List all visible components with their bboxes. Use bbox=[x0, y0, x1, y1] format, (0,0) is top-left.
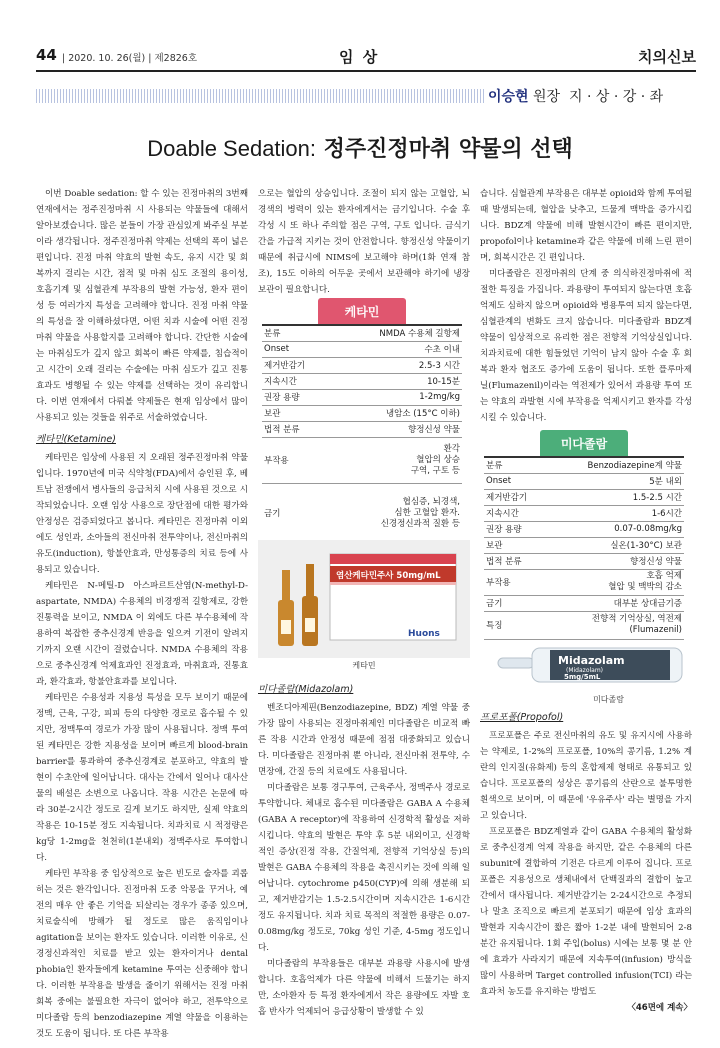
ampoule-sub: (Midazolam) bbox=[566, 667, 604, 674]
author-role: 원장 bbox=[533, 89, 561, 105]
paragraph: 벤조디아제핀(Benzodiazepine, BDZ) 계열 약물 중 가장 많이 사용되는 진정마취제인 미다졸람은 비교적 빠른 작용 시간과 안정성 때문에 점점 대중화되고 있습니다. 미다졸람은 진정마취 뿐 아니라, 전신마취 전투약, 수면장애, 간질 등의 치료에도 사용됩니다. bbox=[258, 703, 470, 777]
table-value: 호흡 억제 혈압 및 맥박의 감소 bbox=[564, 569, 684, 595]
table-key: 법적 분류 bbox=[262, 421, 342, 437]
ketamine-product-illustration bbox=[258, 540, 470, 658]
table-key: 제거반감기 bbox=[262, 357, 342, 373]
column-2-bottom bbox=[258, 682, 470, 1032]
author-name: 이승현 bbox=[488, 89, 529, 105]
table-value: 향정신성 약물 bbox=[564, 553, 684, 569]
table-key: 보관 bbox=[484, 537, 564, 553]
table-key: 금기 bbox=[262, 483, 342, 543]
paragraph: 미다졸람은 진정마취의 단계 중 의식하진정마취에 적절한 특징을 가집니다. 과용량이 투여되지 않는다면 호흡억제도 심하지 않으며 opioid와 병용투여 되지 않는다면, 심혈관계의 변화도 크지 않습니다. 미다졸람과 BDZ계 약물이 임상적으로 유리한 점은 전향적 기억상실입니다. 치과치료에 대한 힘들었던 기억이 남지 않아 수술 후 회복과 환자 협조도 증가에 도움이 됩니다. 또한 플루마제닐(Flumazenil)이라는 역전제가 있어서 과용량 투여 또는 약효의 과발현 시에 부작용을 억제시키고 환자를 각성시킬 수 있습니다. bbox=[480, 269, 693, 423]
table-key: 제거반감기 bbox=[484, 489, 564, 505]
table-value: 2.5-3 시간 bbox=[342, 357, 462, 373]
ketamine-table-title: 케타민 bbox=[318, 298, 406, 324]
column-3-top bbox=[480, 186, 692, 426]
midazolam-photo bbox=[484, 640, 684, 690]
table-key: 권장 용량 bbox=[262, 389, 342, 405]
paragraph: 습니다. 심혈관계 부작용은 대부분 opioid와 함께 투여될 때 발생되는데, 혈압을 낮추고, 드물게 맥박을 증가시킵니다. BDZ계 약물에 비해 발현시간이 빠른 편이지만, propofol이나 ketamine과 같은 약물에 비해 느린 편이며, 회복시간은 긴 편입니다. bbox=[480, 189, 693, 263]
table-value: 냉암소 (15°C 이하) bbox=[342, 405, 462, 421]
column-tag bbox=[488, 86, 663, 106]
intro-paragraph: 이번 Doable sedation: 할 수 있는 진정마취의 3번째 연재에서는 정주진정마취 시 사용되는 약물들에 대해서 알아보겠습니다. 많은 분들이 가장 관심있게 봐주실 부분이라 생각됩니다. 정주진정마취 약제는 선택의 폭이 넓은 편입니다. 진정 마취 약효의 발현 속도, 유지 시간 및 회복까지 걸리는 시간, 점적 및 마취 심도 조절의 용이성, 호흡기계 및 심혈관계 부작용의 발현 가능성, 환자 편이성 등 여러가지 특성을 고려해야 합니다. 진정 마취 약물의 특성을 잘 이해하셨다면, 어떤 치과 시술에 어떤 진정마취 약물을 사용할지를 고려해야 합니다. 간단한 시술에는 마취심도가 깊지 않고 회복이 빠른 약제를, 침습적이고 시간이 오래 걸리는 수술에는 마취 심도가 깊고 진통효과도 병행될 수 있는 약제를 선택하는 것이 유리합니다. 이번 연재에서 다뤄볼 약제들은 현재 임상에서 많이 사용되고 있는 것들을 위주로 서술하였습니다. bbox=[36, 189, 248, 423]
table-value: 1-6시간 bbox=[564, 505, 684, 521]
table-value: 5분 내외 bbox=[564, 473, 684, 489]
box-maker: Huons bbox=[408, 629, 440, 639]
table-key: 법적 분류 bbox=[484, 553, 564, 569]
page-number: 44 bbox=[36, 46, 57, 64]
title-en: Doable Sedation: bbox=[147, 136, 317, 161]
table-key: 분류 bbox=[484, 457, 564, 473]
paragraph: 케타민은 N-메틸-D 아스파르트산염(N-methyl-D-aspartate, NMDA) 수용체의 비경쟁적 길항제로, 강한 진통력을 보이고, NMDA 이 외에도 다른 부수용체에 작용하여 복잡한 중추신경계 반응을 일으켜 기전이 알려지기까지 오랜 시간이 걸렸습니다. NMDA 수용체의 작용으로 중추신경계 억제효과인 진정효과, 마취효과, 진통효과, 환각효과, 항불안효과를 보입니다. bbox=[36, 581, 248, 687]
table-value: 환각 혈압의 상승 구역, 구토 등 bbox=[342, 437, 462, 483]
table-key: 부작용 bbox=[262, 437, 342, 483]
series-name: 지 · 상 · 강 · 좌 bbox=[569, 89, 664, 105]
decorative-stripe bbox=[36, 89, 486, 103]
table-key: 권장 용량 bbox=[484, 521, 564, 537]
table-key: Onset bbox=[262, 341, 342, 357]
ketamine-photo-caption: 케타민 bbox=[352, 661, 376, 670]
column-2-top bbox=[258, 186, 470, 295]
table-key: 지속시간 bbox=[262, 373, 342, 389]
table-key: 분류 bbox=[262, 325, 342, 341]
paragraph: 프로포폴은 주로 전신마취의 유도 및 유지시에 사용하는 약제로, 1-2%의 프로포폴, 10%의 콩기름, 1.2% 계란의 인지질(유화제) 등의 혼합제제 형태로 유통되고 있습니다. 프로포폴의 성상은 콩기름의 산란으로 불투명한 흰색으로 보이며, 이 때문에 '우유주사' 라는 별명을 가지고 있습니다. bbox=[480, 731, 692, 821]
table-key: 지속시간 bbox=[484, 505, 564, 521]
paragraph: 케타민은 임상에 사용된 지 오래된 정주진정마취 약물입니다. 1970년에 미국 식약청(FDA)에서 승인된 후, 베트남 전쟁에서 병사들의 응급처치 시에 사용된 것으로 시작되었습니다. 오랜 임상 사용으로 장단점에 대한 평가와 안정성은 검증되었다고 봅니다. 케타민은 진정마취 이외에도 성인과, 소아들의 전신마취 전투약이나, 전신마취의 유도(induction), 항불안효과, 만성통증의 치료 등에 사용되고 있습니다. bbox=[36, 453, 248, 575]
table-value: 1-2mg/kg bbox=[342, 389, 462, 405]
page-header bbox=[36, 46, 696, 68]
table-key: 특징 bbox=[484, 611, 564, 639]
table-value: 0.07-0.08mg/kg bbox=[564, 521, 684, 537]
article-title bbox=[0, 132, 720, 163]
table-value: NMDA 수용체 길항제 bbox=[342, 325, 462, 341]
table-value: 실온(1-30°C) 보관 bbox=[564, 537, 684, 553]
propofol-heading: 프로포폴(Propofol) bbox=[480, 712, 564, 723]
table-key: 금기 bbox=[484, 595, 564, 611]
paragraph: 프로포폴은 BDZ계열과 같이 GABA 수용체의 활성화로 중추신경계 억제 작용을 하지만, 같은 수용체의 다른 subunit에 결합하여 기전은 다르게 이루어 집니다. 프로포폴은 지용성으로 생체내에서 단백질과의 결합이 높고 간에서 대사됩니다. 제거반감기는 2-24시간으로 추정되나 말초 조직으로 빠르게 분포되기 때문에 임상 효과의 발현과 지속시간이 짧은 짧아 1-2분 내에 발현되어 2-8분간 유지됩니다. 1회 주입(bolus) 시에는 보통 몇 분 안에 효과가 사라지기 때문에 지속투여(infusion) 방식을 많이 사용하며 Target controlled infusion(TCI) 라는 효과처 농도를 유지하는 방법도 bbox=[480, 827, 692, 997]
ampoule-dose: 5mg/5mL bbox=[564, 673, 601, 681]
ketamine-heading: 케타민(Ketamine) bbox=[36, 434, 116, 445]
table-key: 부작용 bbox=[484, 569, 564, 595]
table-key: Onset bbox=[484, 473, 564, 489]
table-value: 10-15분 bbox=[342, 373, 462, 389]
table-value: 대부분 상대금기증 bbox=[564, 595, 684, 611]
table-value: 협심증, 뇌경색, 심한 고혈압 환자. 신경정신과적 질환 등 bbox=[342, 483, 462, 543]
paragraph: 미다졸람의 부작용들은 대부분 과용량 사용시에 발생합니다. 호흡억제가 다른 약물에 비해서 드물기는 하지만, 소아환자 등 특정 환자에게서 작은 용량에도 자발 호흡 반사가 억제되어 응급상황이 발생할 수 있 bbox=[258, 959, 470, 1017]
paragraph: 미다졸람은 보통 경구투여, 근육주사, 정맥주사 경로로 투약합니다. 체내로 흡수된 미다졸람은 GABA A 수용체(GABA A receptor)에 작용하여 신경학적 활성을 저하시킵니다. 약효의 발현은 투약 후 5분 내외이고, 신경학적인 증상(진정 작용, 간질억제, 전향적 기억상실 등)의 발현은 GABA 수용체의 작용을 촉진시키는 것에 의해 일어납니다. cytochrome p450(CYP)에 의해 생분해 되고, 제거반감기는 1.5-2.5시간이며 지속시간은 1-6시간 정도 유지됩니다. 치과 치료 목적의 적절한 용량은 0.07-0.08mg/kg 정도로, 70kg 성인 기준, 4-5mg 정도입니다. bbox=[258, 783, 470, 953]
header-divider bbox=[36, 70, 696, 72]
box-label: 염산케타민주사 50mg/mL bbox=[336, 571, 441, 581]
table-value: 전향적 기억상실, 역전제 (Flumazenil) bbox=[564, 611, 684, 639]
table-value: 수초 이내 bbox=[342, 341, 462, 357]
table-value: Benzodiazepine계 약물 bbox=[564, 457, 684, 473]
paragraph: 케타민은 수용성과 지용성 특성을 모두 보이기 때문에 정맥, 근육, 구강, 피피 등의 다양한 경로로 흡수될 수 있지만, 정맥투여 경로가 가장 많이 사용됩니다. 정맥 투여된 케타민은 강한 지용성을 보이며 빠르게 blood-brain barrier를 통과하여 중추신경계로 분포하고, 약효의 발현이 수초안에 일어납니다. 대사는 간에서 일어나 대사산물의 배설은 소변으로 나옵니다. 작용 시간은 논문에 따라 30분-2시간 정도로 길게 보기도 하지만, 실제 약효의 작용은 10-15분 정도 지속됩니다. 치과치료 시 적정량은 kg당 1-2mg을 천천히(1분내외) 정맥주사로 투여합니다. bbox=[36, 693, 248, 863]
column-3-bottom bbox=[480, 710, 692, 1030]
title-ko: 정주진정마취 약물의 선택 bbox=[316, 137, 573, 162]
midazolam-photo-caption: 미다졸람 bbox=[593, 695, 624, 704]
midazolam-heading: 미다졸람(Midazolam) bbox=[258, 684, 354, 695]
issue-date: | 2020. 10. 26(월) | 제2826호 bbox=[62, 53, 198, 64]
paragraph: 으로는 혈압의 상승입니다. 조절이 되지 않는 고혈압, 뇌경색의 병력이 있는 환자에게서는 금기입니다. 수술 후 각성 시 또 하나 주의할 점은 구역, 구토 입니다. 금식기간을 가급적 지키는 것이 안전합니다. 향정신성 약물이기 때문에 취급시에 NIMS에 보고해야 하며(1화 연재 참조), 15도 이하의 어두운 곳에서 보관해야 하기에 냉장 보관이 필요합니다. bbox=[258, 189, 470, 295]
ampoule-label: Midazolam bbox=[558, 654, 625, 667]
midazolam-table-title: 미다졸람 bbox=[540, 430, 628, 456]
table-value: 1.5-2.5 시간 bbox=[564, 489, 684, 505]
section-title: 임 상 bbox=[339, 48, 380, 66]
table-key: 보관 bbox=[262, 405, 342, 421]
ketamine-photo bbox=[258, 540, 470, 658]
paragraph: 케타민 부작용 중 임상적으로 높은 빈도로 술자를 괴롭히는 것은 환각입니다. 진정마취 도중 악몽을 꾸거나, 예전의 매우 안 좋은 기억을 되살리는 경우가 종종 있으며, 치료술식에 방해가 될 정도로 많은 움직임이나 agitation을 보이는 환자도 있습니다. 이러한 이유로, 신경정신과적인 치료를 받고 있는 환자이거나 dental phobia인 환자들에게 ketamine 투여는 신중해야 합니다. 이러한 부작용을 발생을 줄이기 위해서는 진정 마취 회복 중에는 불필요한 자극이 없어야 하고, 전투약으로 미다졸람 등의 benzodiazepine 계열 약물을 이용하는 것도 도움이 됩니다. 또 다른 부작용 bbox=[36, 869, 248, 1039]
newspaper-brand: 치의신보 bbox=[638, 48, 696, 66]
midazolam-ampoule-illustration bbox=[484, 640, 684, 690]
column-1 bbox=[36, 186, 248, 1039]
midazolam-table bbox=[484, 430, 684, 640]
continued-note: 〈46면에 계속〉 bbox=[627, 1003, 692, 1013]
table-value: 향정신성 약물 bbox=[342, 421, 462, 437]
ketamine-table bbox=[262, 298, 462, 544]
